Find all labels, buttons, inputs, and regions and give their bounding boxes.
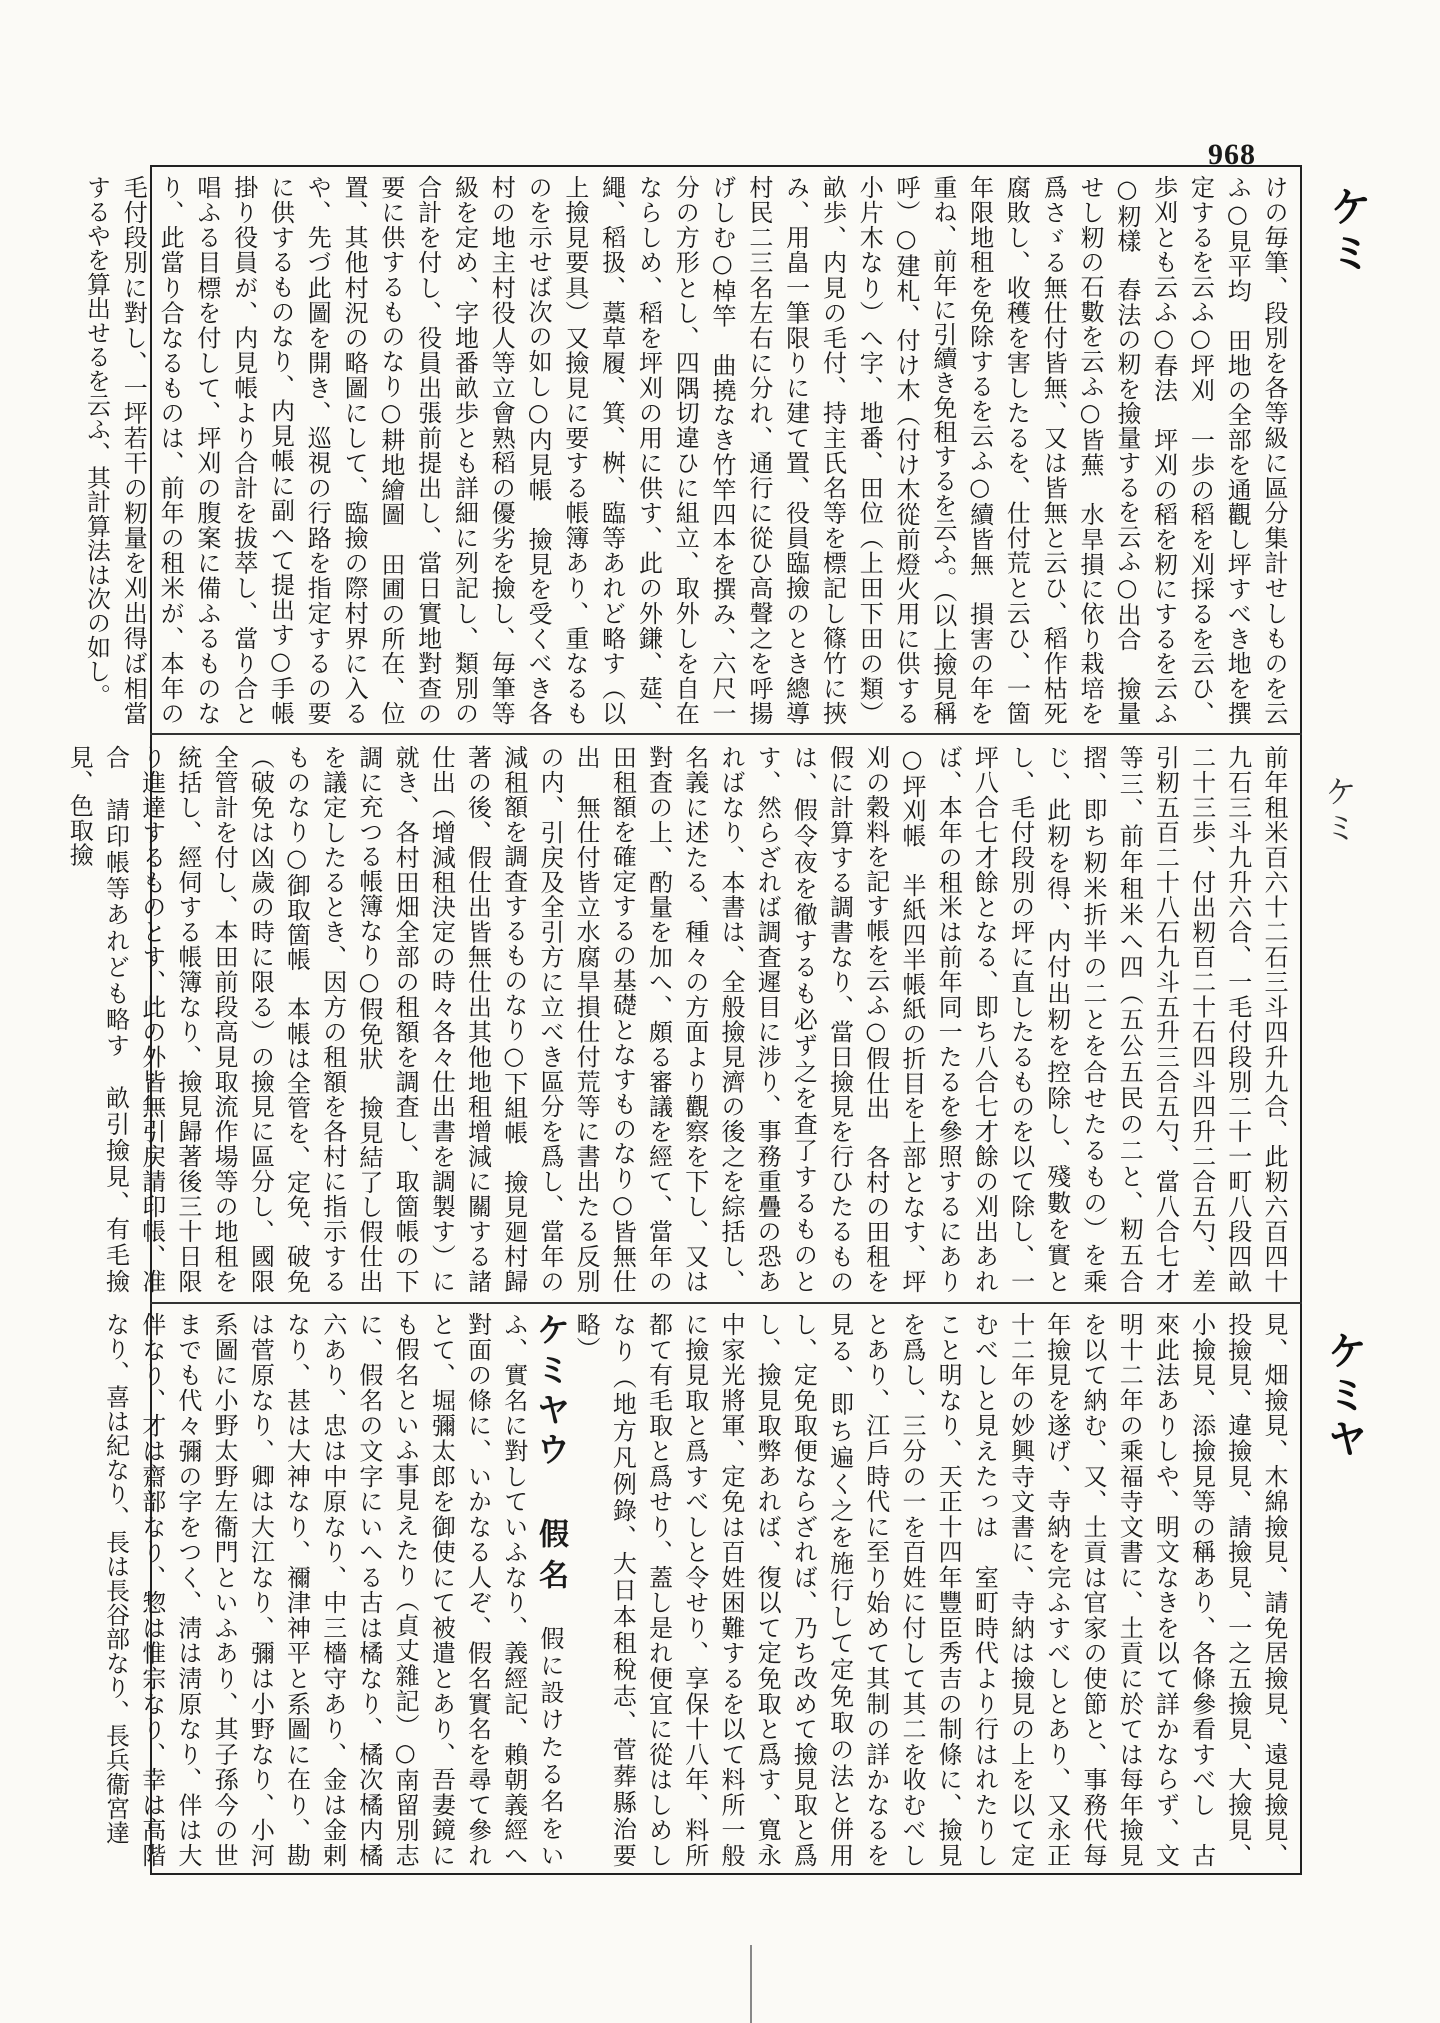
lower-text — [101, 1312, 1292, 1868]
section-divider-upper — [150, 733, 1302, 735]
lower-text-continued: 見、畑撿見、木綿撿見、請免居撿見、遠見撿見、投撿見、違撿見、請撿見、一之五撿見、大撿見、小撿見、添撿見等の稱あり、各條參看すべし 古來此法ありしや、明文なきを以て詳かならず、文明十二年の乘福寺文書に、土貢に於ては每年撿見を以て納む、又、土貢は官家の使節と、事務代每年撿見を遂げ、寺納を完ふすべしとあり、又永正十二年の妙興寺文書に、寺納は撿見の上を以て定むべしと見えたっは 室町時代より行はれたりしこと明なり、天正十四年豐臣秀吉の制條に、撿見を爲し、三分の一を百姓に付して其二を收むべしとあり、江戶時代に至り始めて其制の詳かなるを見る、即ち遍く之を施行して定免取の法と併用し、定免取便ならざれば、乃ち改めて撿見取と爲し、撿見取弊あれば、復以て定免取と爲す、寬永中家光將軍、定免は百姓困難するを以て料所一般に撿見取と爲すべしと令せり、享保十八年、料所都て有毛取と爲せり、蓋し是れ便宜に從はしめしなり（地方凡例錄、大日本租稅志、菅葬縣治要略） — [572, 1312, 1288, 1867]
section-divider-lower — [150, 1302, 1302, 1304]
page-number: 968 — [1208, 138, 1256, 171]
upper-text-block — [82, 175, 1292, 750]
middle-text: 前年租米百六十二石三斗四升九合、此籾六百四十九石三斗九升六合、一毛付段別二十一町八段四畝二十三歩、付出籾百二十石四斗四升二合五勺、差引籾五百二十八石九斗五升三合五勺、當八合七才等三、前年租米へ四（五公五民の二と、籾五合摺、即ち籾米折半の二とを合せたるもの）を乘じ、此籾を得、内付出籾を控除し、殘數を實とし、毛付段別の坪に直したるものを以て除し、一坪八合七才餘となる、即ち八合七才餘の刈出あれば、本年の租米は前年同一たるを參照するにあり○坪刈帳 半紙四半帳紙の折目を上部となす、坪刈の穀料を記す帳を云ふ○假仕出 各村の田租を假に計算する調書なり、當日撿見を行ひたるものは、假令夜を徹するも必ず之を査了するものとす、然らざれば調査遲目に涉り、事務重疊の恐あればなり、本書は、全般撿見濟の後之を綜括し、名義に述たる、種々の方面より觀察を下し、又は對査の上、酌量を加へ、頗る審議を經て、當年の田租額を確定するの基礎となすものなり○皆無仕出 無仕付皆立水腐旱損仕付荒等に書出たる反別の内、引戻及全引方に立べき區分を爲し、當年の減租額を調査するものなり○下組帳 撿見廻村歸著の後、假仕出皆無仕出其他地租增減に關する諸仕出（增減租決定の時々各々仕出書を調製す）に就き、各村田畑全部の租額を調査し、取箇帳の下調に充つる帳簿なり○假免狀 撿見結了し假仕出を議定したるとき、因方の租額を各村に指示するものなり○御取箇帳 本帳は全管を、定免、破免（破免は凶歲の時に限る）の撿見に區分し、國限全管計を付し、本田前段高見取流作場等の地租を統括し、經伺する帳簿なり、撿見歸著後三十日限り進達するものとす、此の外皆無引戻請印帳、准合 請印帳等あれども略す 畝引撿見、有毛撿見、色取撿 — [65, 745, 1288, 1293]
margin-label-kemiya: ケミヤ — [1321, 1330, 1367, 1462]
upper-text: けの毎筆、段別を各等級に區分集計せしものを云ふ○見平均 田地の全部を通觀し坪すべき地を撰定するを云ふ○坪刈 一歩の稻を刈採るを云ひ、歩刈とも云ふ○春法 坪刈の稻を籾にするを云ふ○籾樣 舂法の籾を撿量するを云ふ○出合 撿量せし籾の石數を云ふ○皆蕪 水旱損に依り栽培を爲さゞる無仕付皆無、又は皆無と云ひ、稻作枯死腐敗し、收穫を害したるを、仕付荒と云ひ、一箇年限地租を免除するを云ふ○續皆無 損害の年を重ね、前年に引續き免租するを云ふ。（以上撿見稱呼）○建札、付け木（付け木從前燈火用に供する小片木なり）へ字、地番、田位（上田下田の類）畝歩、内見の毛付、持主氏名等を標記し篠竹に挾み、用畠一筆限りに建て置、役員臨撿のとき總導村民二三名左右に分れ、通行に從ひ高聲之を呼揚げしむ○棹竿 曲撓なき竹竿四本を撰み、六尺一分の方形とし、四隅切違ひに組立、取外しを自在ならしめ、稻を坪刈の用に供す、此の外鎌、莚、繩、稻扱、藁草履、箕、桝、臨等あれど略す（以上撿見要具）又撿見に要する帳簿あり、重なるものを示せば次の如し○内見帳 撿見を受くべき各村の地主村役人等立會熟稻の優劣を撿し、毎筆等級を定め、字地番畝歩とも詳細に列記し、類別の合計を付し、役員出張前提出し、當日實地對查の要に供するものなり○耕地繪圖 田圃の所在、位置、其他村況の略圖にして、臨撿の際村界に入るや、先づ此圖を開き、巡視の行路を指定するの要に供するものなり、内見帳に副へて提出す○手帳 掛り役員が、内見帳より合計を拔萃し、當り合と唱ふる目標を付して、坪刈の腹案に備ふるものなり、此當り合なるものは、前年の租米が、本年の毛付段別に對し、一坪若干の籾量を刈出得ば相當するやを算出せるを云ふ、其計算法は次の如し。 — [82, 175, 1288, 750]
margin-label-kemi: ケミ — [1324, 185, 1373, 277]
entry-headword: ケミヤウ — [529, 1312, 570, 1472]
margin-label-kemi-2: ケミ — [1320, 775, 1358, 847]
middle-text-block — [65, 745, 1292, 1293]
binding-mark — [750, 1945, 752, 2023]
entry-headword-kanji: 假名 — [532, 1517, 568, 1600]
entry-body: 假に設けたる名をいふ、實名に對していふなり、義經記、賴朝義經へ對面の條に、いかなる人ぞ、假名實名を尋て參れとて、堀彌太郎を御使にて被遣とあり、吾妻鏡にも假名といふ事見えたり（貞丈雜記）○南留別志に、假名の文字にいへる古は橘なり、橘次橘内橘六あり、忠は中原なり、中三檣守あり、金は金剌なり、甚は大神なり、禰津神平と系圖に在り、勘は菅原なり、卿は大江なり、彌は小野なり、小河系圖に小野太野左衞門といふあり、其子孫今の世までも代々彌の字をつく、淸は淸原なり、伴は大伴なり、才は齋部なり、惣は惟宗なり、幸は高階なり、喜は紀なり、長は長谷部なり、長兵衞宮達 — [101, 1312, 564, 1868]
lower-text-block — [101, 1312, 1292, 1868]
